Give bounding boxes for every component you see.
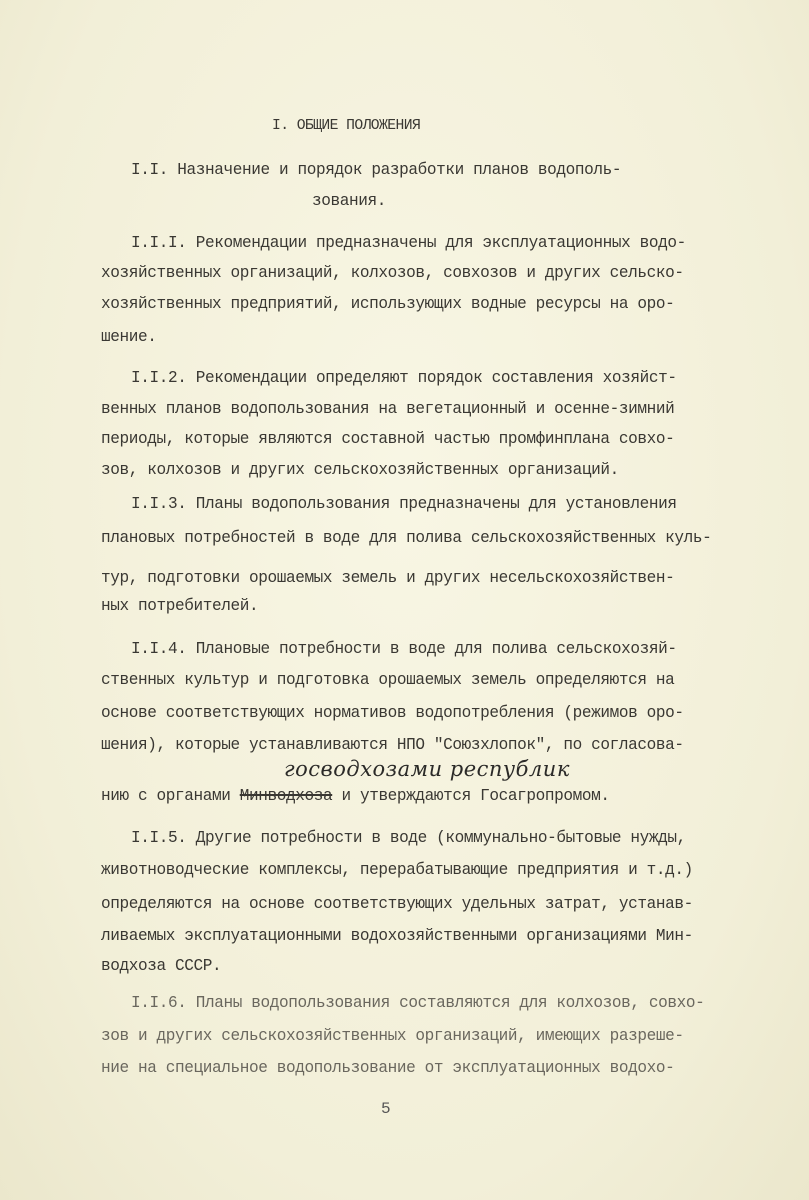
- paragraph-line: ливаемых эксплуатационными водохозяйственными организациями Мин-: [101, 926, 693, 945]
- paragraph-line: шения), которые устанавливаются НПО "Союзхлопок", по согласова-: [101, 735, 684, 754]
- paragraph-line: определяются на основе соответствующих удельных затрат, устанав-: [101, 894, 693, 913]
- paragraph-line: I.I.6. Планы водопользования составляются для колхозов, совхо-: [131, 993, 705, 1012]
- handwritten-correction: госводхозами республик: [284, 757, 570, 781]
- paragraph-line: основе соответствующих нормативов водопотребления (режимов оро-: [101, 703, 684, 722]
- paragraph-line: плановых потребностей в воде для полива сельскохозяйственных куль-: [101, 528, 712, 547]
- paragraph-line: I.I.2. Рекомендации определяют порядок составления хозяйст-: [131, 368, 677, 387]
- paragraph-line: животноводческие комплексы, перерабатывающие предприятия и т.д.): [101, 860, 693, 879]
- paragraph-line: хозяйственных предприятий, использующих водные ресурсы на оро-: [101, 294, 675, 313]
- struck-out-text: Минводхоза: [239, 786, 333, 805]
- paragraph-line: ние на специальное водопользование от эксплуатационных водохо-: [101, 1058, 675, 1077]
- paragraph-line: зов и других сельскохозяйственных организаций, имеющих разреше-: [101, 1026, 684, 1045]
- paragraph-line: венных планов водопользования на вегетационный и осенне-зимний: [101, 399, 675, 418]
- paragraph-line: водхоза СССР.: [101, 956, 222, 975]
- paragraph-line: тур, подготовки орошаемых земель и других несельскохозяйствен-: [101, 568, 675, 587]
- paragraph-line: периоды, которые являются составной частью промфинплана совхо-: [101, 429, 675, 448]
- section-title: I. ОБЩИЕ ПОЛОЖЕНИЯ: [272, 117, 421, 134]
- paragraph-line: I.I.5. Другие потребности в воде (коммунально-бытовые нужды,: [131, 828, 686, 847]
- paragraph-line: I.I.I. Рекомендации предназначены для эксплуатационных водо-: [131, 233, 686, 252]
- paragraph-line: зов, колхозов и других сельскохозяйственных организаций.: [101, 460, 619, 479]
- paragraph-line: I.I.4. Плановые потребности в воде для полива сельскохозяй-: [131, 639, 677, 658]
- subsection-heading-line: зования.: [312, 191, 386, 210]
- line-text: нию с органами: [101, 786, 240, 805]
- paragraph-line: хозяйственных организаций, колхозов, совхозов и других сельско-: [101, 263, 684, 282]
- page-number: 5: [381, 1100, 391, 1118]
- paragraph-line: ных потребителей.: [101, 596, 259, 615]
- paragraph-line: I.I.3. Планы водопользования предназначены для установления: [131, 494, 677, 513]
- paragraph-line: ственных культур и подготовка орошаемых земель определяются на: [101, 670, 675, 689]
- paragraph-line: шение.: [101, 327, 157, 346]
- subsection-heading-line: I.I. Назначение и порядок разработки планов водополь-: [131, 160, 622, 179]
- paragraph-line: [101, 786, 610, 806]
- line-text: и утверждаются Госагропромом.: [332, 786, 610, 805]
